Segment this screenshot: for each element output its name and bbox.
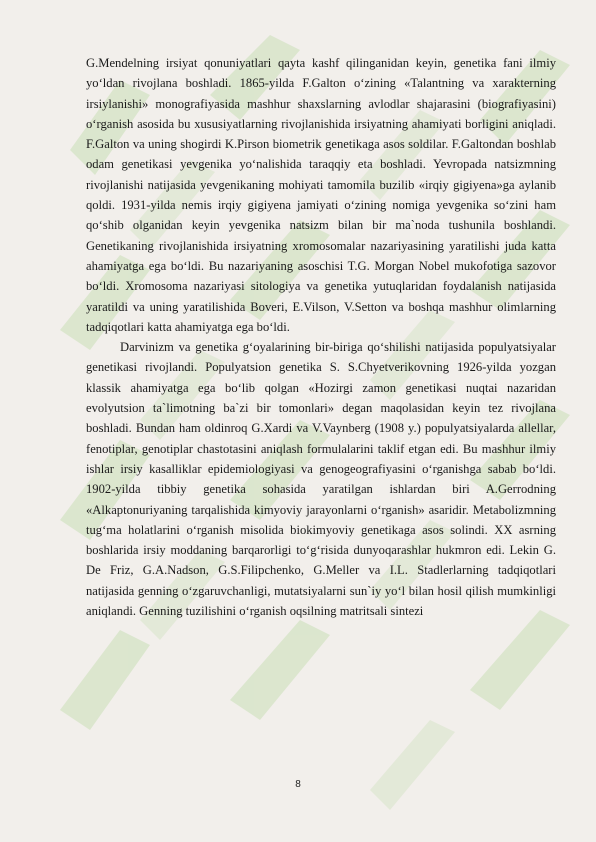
page-number: 8 xyxy=(295,779,301,790)
paragraph-1: G.Mendelning irsiyat qonuniyatlari qayta kashf qilinganidan keyin, genetika fani ilmiy yo‘ldan rivojlana boshladi. 1865-yilda F.Galton o‘zining «Talantning va xarakterning irsiylanishi» monografiyasida mashhur shaxslarning avlodlar shajarasini (biografiyasini) o‘rganish asosida bu xususiyatlarning rivojlanishida irsiyatning ahamiyati borligini aniqladi. F.Galton va uning shogirdi K.Pirson biometrik genetikaga asos soldilar. F.Galtondan boshlab odam genetikasi yevgenika yo‘nalishida taraqqiy eta boshladi. Yevropada natsizmning rivojlanishi natijasida yevgenikaning mohiyati tamomila buzilib «irqiy gigiyena»ga aylanib qoldi. 1931-yilda nemis irqiy gigiyena jamiyati o‘zining nomiga yevgenika so‘zini ham qo‘shib olganidan keyin yevgenika natsizm bilan bir ma`noda tushunila boshlandi. Genetikaning rivojlanishida irsiyatning xromosomalar nazariyasining yaratilishi juda katta ahamiyatga ega bo‘ldi. Bu nazariyaning asoschisi T.G. Morgan Nobel mukofotiga sazovor bo‘ldi. Xromosoma nazariyasi sitologiya va genetika yutuqlaridan foydalanish natijasida yaratildi va uning yaratilishida Boveri, E.Vilson, V.Setton va boshqa mashhur olimlarning tadqiqotlari katta ahamiyatga ega bo‘ldi. xyxy=(86,56,556,334)
page-body xyxy=(86,53,556,621)
paragraph-2: Darvinizm va genetika g‘oyalarining bir-biriga qo‘shilishi natijasida populyatsiyalar genetikasi rivojlandi. Populyatsion genetika S. S.Chyetverikovning 1926-yilda yozgan klassik ahamiyatga ega bo‘lib qolgan «Hozirgi zamon genetikasi nuqtai nazaridan evolyutsion ta`limotning ba`zi bir tomonlari» degan maqolasidan keyin tez rivojlana boshladi. Bundan ham oldinroq G.Xardi va V.Vaynberg (1908 y.) populyatsiyalarda allellar, fenotiplar, genotiplar chastotasini aniqlash formulalarini taklif etgan edi. Bu mashhur ilmiy ishlar irsiy kasalliklar epidemiologiyasi va genogeografiyasini o‘rganishga sabab bo‘ldi. 1902-yilda tibbiy genetika sohasida yaratilgan ishlardan biri A.Gerrodning «Alkaptonuriyaning tarqalishida kimyoviy jarayonlarni o‘rganish» asaridir. Metabolizmning tug‘ma holatlarini o‘rganish misolida biokimyoviy genetikaga asos solindi. XX asrning boshlarida irsiy moddaning barqarorligi to‘g‘risida dunyoqarashlar hukmron edi. Lekin G. De Friz, G.A.Nadson, G.S.Filipchenko, G.Meller va I.L. Stadlerlarning tadqiqotlari natijasida genning o‘zgaruvchanligi, mutatsiyalarni sun`iy yo‘l bilan hosil qilish mumkinligi aniqlandi. Genning tuzilishini o‘rganish oqsilning matritsali sintezi xyxy=(86,340,556,619)
